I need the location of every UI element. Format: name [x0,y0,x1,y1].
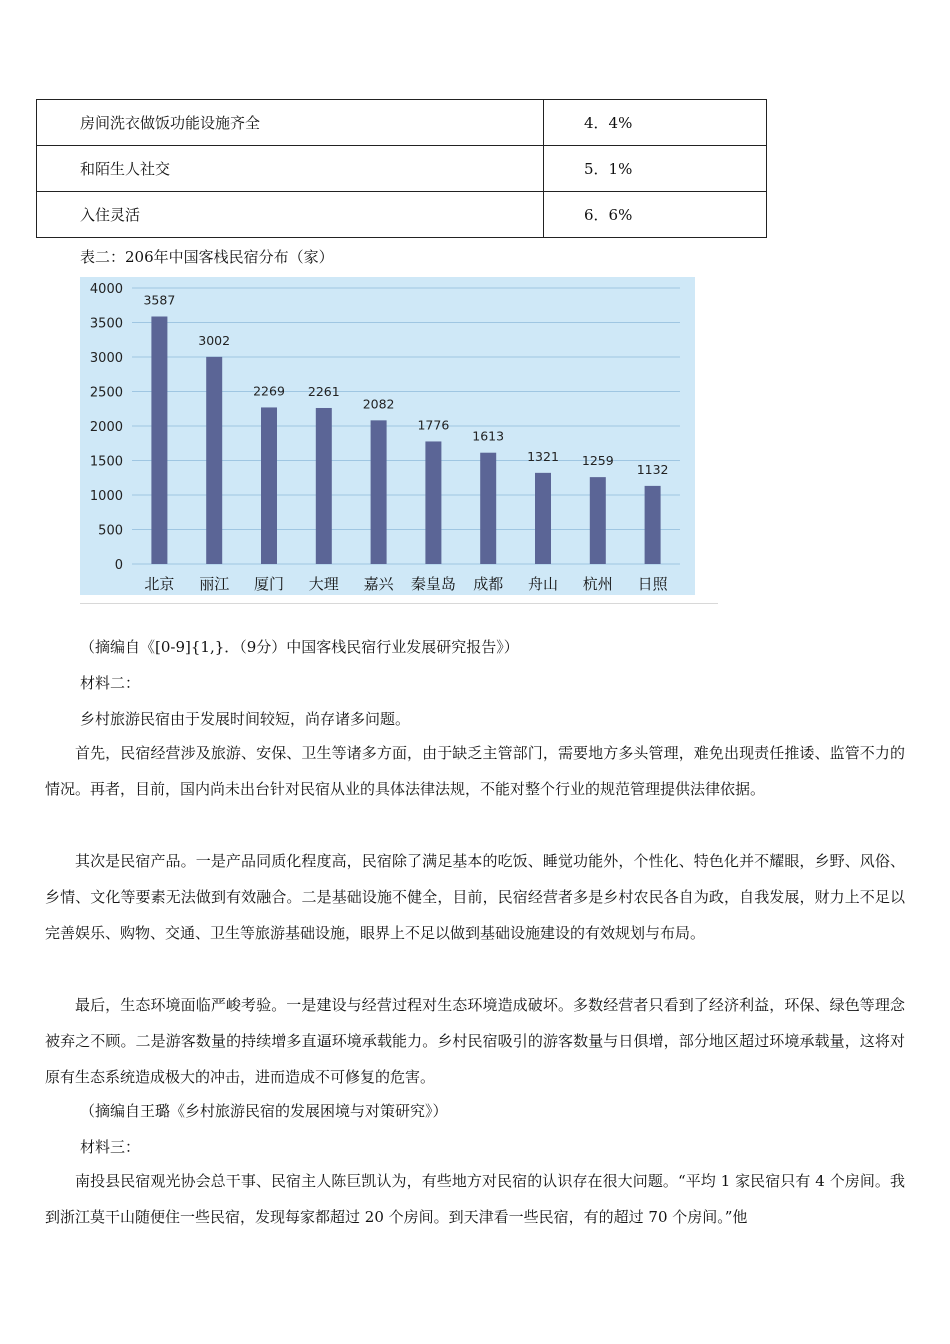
bar [151,316,167,564]
table-row [37,146,767,192]
y-tick-label: 3000 [89,351,123,366]
bar [645,486,661,564]
data-label: 1259 [581,453,614,469]
y-tick-label: 2500 [89,385,123,401]
material-3-label: 材料三： [80,1138,141,1156]
y-tick-label: 1000 [89,489,123,504]
table-row [37,100,767,146]
data-label: 3002 [198,332,231,348]
bar-chart [80,277,695,595]
data-label: 1613 [472,428,505,444]
bar [371,420,387,564]
x-tick-label: 厦门 [253,575,285,593]
paragraph-material-3: 南投县民宿观光协会总干事、民宿主人陈巨凯认为，有些地方对民宿的认识存在很大问题。“平均 1 家民宿只有 4 个房间。我到浙江莫干山随便住一些民宿，发现每家都超过 20 个房间。到天津看一些民宿，有的超过 70 个房间。”他 [45,1172,905,1226]
data-label: 2082 [362,396,395,412]
source-citation-1: （摘编自《[0-9]{1,}．（9分）中国客栈民宿行业发展研究报告》） [80,638,519,656]
table-cell-label: 和陌生人社交 [37,146,544,192]
table-cell-label: 房间洗衣做饭功能设施齐全 [37,100,544,146]
bar [535,473,551,564]
x-tick-label: 日照 [637,575,668,593]
x-tick-label: 成都 [473,575,504,593]
bar [590,477,606,564]
data-label: 3587 [143,292,176,308]
bar [206,357,222,564]
x-tick-label: 舟山 [527,575,559,593]
paragraph-management: 首先，民宿经营涉及旅游、安保、卫生等诸多方面，由于缺乏主管部门，需要地方多头管理，难免出现责任推诿、监管不力的情况。再者，目前，国内尚未出台针对民宿从业的具体法律法规，不能对整个行业的规范管理提供法律依据。 [45,744,905,798]
bar [480,453,496,564]
data-label: 1132 [636,461,669,477]
divider [80,603,718,604]
table-cell-value: 6．6% [544,192,767,238]
bar [425,441,441,564]
y-tick-label: 0 [114,558,123,573]
bar [261,407,277,564]
x-tick-label: 丽江 [199,575,230,593]
data-label: 1321 [527,448,559,464]
data-label: 2269 [253,383,285,399]
x-tick-label: 嘉兴 [363,575,394,593]
y-tick-label: 2000 [89,420,123,435]
source-citation-2: （摘编自王璐《乡村旅游民宿的发展困境与对策研究》） [80,1102,448,1120]
paragraph-products: 其次是民宿产品。一是产品同质化程度高，民宿除了满足基本的吃饭、睡觉功能外，个性化、特色化并不耀眼，乡野、风俗、乡情、文化等要素无法做到有效融合。二是基础设施不健全，目前，民宿经营者多是乡村农民各自为政，自我发展，财力上不足以完善娱乐、购物、交通、卫生等旅游基础设施，眼界上不足以做到基础设施建设的有效规划与布局。 [45,852,905,942]
x-tick-label: 大理 [308,575,339,593]
paragraph-environment: 最后，生态环境面临严峻考验。一是建设与经营过程对生态环境造成破坏。多数经营者只看到了经济利益，环保、绿色等理念被弃之不顾。二是游客数量的持续增多直逼环境承载能力。乡村民宿吸引的游客数量与日俱增，部分地区超过环境承载量，这将对原有生态系统造成极大的冲击，进而造成不可修复的危害。 [45,996,905,1086]
survey-table [36,99,767,238]
material-2-label: 材料二： [80,674,141,692]
x-tick-label: 北京 [144,575,175,593]
data-label: 1776 [417,417,450,433]
table-row [37,192,767,238]
y-tick-label: 500 [98,523,123,539]
y-tick-label: 1500 [89,454,123,470]
table-cell-label: 入住灵活 [37,192,544,238]
x-tick-label: 杭州 [582,575,613,593]
y-tick-label: 4000 [89,282,123,297]
data-label: 2261 [307,383,340,399]
bar [316,408,332,564]
paragraph-intro: 乡村旅游民宿由于发展时间较短，尚存诸多问题。 [80,710,411,728]
table-cell-value: 4．4% [544,100,767,146]
y-tick-label: 3500 [89,316,123,332]
table-cell-value: 5．1% [544,146,767,192]
x-tick-label: 秦皇岛 [410,575,456,593]
chart-caption: 表二：206年中国客栈民宿分布（家） [80,248,334,266]
